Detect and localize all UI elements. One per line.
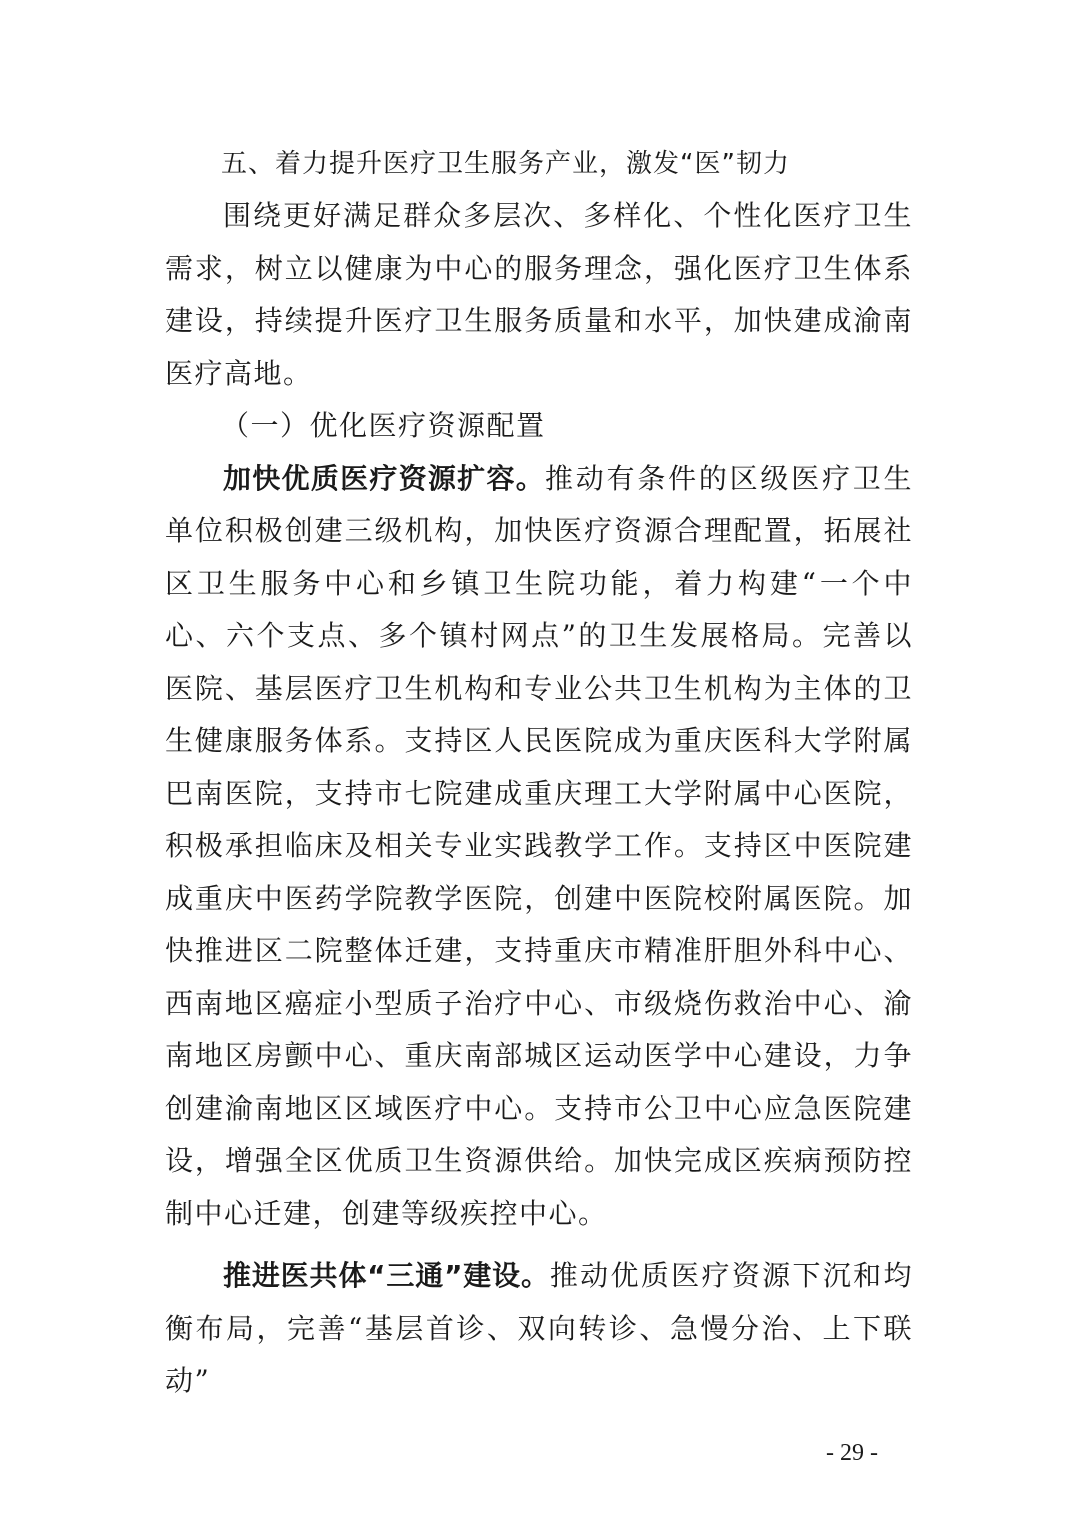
paragraph-1 bbox=[165, 453, 913, 1241]
paragraph-2-lead: 推进医共体“三通”建设。 bbox=[223, 1259, 550, 1292]
paragraph-2-text: 推动优质医疗资源下沉和均衡布局，完善“基层首诊、双向转诊、急慢分治、上下联动” bbox=[165, 1259, 913, 1397]
page-number: - 29 - bbox=[826, 1440, 878, 1466]
section-intro: 围绕更好满足群众多层次、多样化、个性化医疗卫生需求，树立以健康为中心的服务理念，强化医疗卫生体系建设，持续提升医疗卫生服务质量和水平，加快建成渝南医疗高地。 bbox=[165, 199, 913, 390]
section-heading: 五、着力提升医疗卫生服务产业，激发“医”韧力 bbox=[221, 149, 790, 179]
paragraph-1-lead: 加快优质医疗资源扩容。 bbox=[223, 461, 545, 495]
paragraph-2 bbox=[165, 1250, 913, 1408]
page-content bbox=[165, 138, 913, 1408]
paragraph-1-text: 推动有条件的区级医疗卫生单位积极创建三级机构，加快医疗资源合理配置，拓展社区卫生服务中心和乡镇卫生院功能，着力构建“一个中心、六个支点、多个镇村网点”的卫生发展格局。完善以医院、基层医疗卫生机构和专业公共卫生机构为主体的卫生健康服务体系。支持区人民医院成为重庆医科大学附属巴南医院，支持市七院建成重庆理工大学附属中心医院，积极承担临床及相关专业实践教学工作。支持区中医院建成重庆中医药学院教学医院，创建中医院校附属医院。加快推进区二院整体迁建，支持重庆市精准肝胆外科中心、西南地区癌症小型质子治疗中心、市级烧伤救治中心、渝南地区房颤中心、重庆南部城区运动医学中心建设，力争创建渝南地区区域医疗中心。支持市公卫中心应急医院建设，增强全区优质卫生资源供给。加快完成区疾病预防控制中心迁建，创建等级疾控中心。 bbox=[165, 461, 913, 1230]
subsection-heading: （一）优化医疗资源配置 bbox=[221, 409, 546, 442]
